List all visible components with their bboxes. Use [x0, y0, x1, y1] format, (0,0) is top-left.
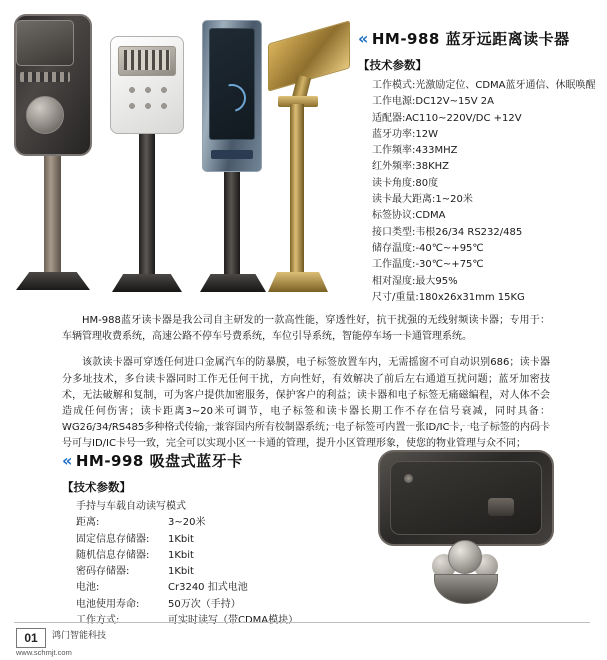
- spec-label: 工作方式:: [76, 615, 120, 627]
- reader-device-dark-screen: [16, 20, 74, 66]
- product-2-param-header: 【技术参数】: [62, 480, 131, 494]
- section-divider: [62, 425, 550, 426]
- spec-label: 电池使用寿命:: [76, 598, 140, 610]
- reader-device-gold-base: [268, 272, 328, 292]
- chevron-left-icon: «: [358, 29, 369, 48]
- spec-row: [76, 532, 362, 548]
- spec-row: 尺寸/重量:180x26x31mm 15KG: [372, 291, 525, 303]
- product-1-photo-group: [6, 10, 354, 295]
- description-paragraph: HM-988蓝牙读卡器是我公司自主研发的一款高性能，穿透性好，抗干扰强的无线射频读卡器；专用于：车辆管理收费系统，高速公路不停车号费系统，车位引导系统，智能停车场一卡通管理系统。: [62, 315, 550, 343]
- product-2-spec-list: [62, 499, 362, 629]
- mount-ball-center: [448, 540, 482, 574]
- spec-row: [76, 548, 362, 564]
- description-paragraph: 该款读卡器可穿透任何进口金属汽车的防暴膜，电子标签放置车内，无需摇窗不可自动识别686；读卡器分多址技术，多台读卡器同时工作无任何干扰，方向性好，有效解决了前后左右通道互扰问题；蓝牙加密技术，无法破解和复制，可为客户提供加密服务，保护客户的利益；读卡器和电子标签无痛磁编程，对人体不会造成任何伤害；读卡距离3~20米可调节，电子标签和读卡器长期工作不存在信号衰减，同时具备：WG26/34/RS485多种格式传输，兼容国内所有校制器系统；电子标签可内置一张ID/IC卡，电子标签的内码卡号可与ID/IC卡号一致，完全可以实现小区一卡通的管理，提升小区管理形象，使您的物业管理与众不同；: [62, 357, 550, 450]
- spec-label: 距离:: [76, 517, 100, 529]
- spec-value: 可实时读写（带CDMA模块）: [168, 615, 299, 627]
- spec-row: 接口类型:韦根26/34 RS232/485: [372, 226, 523, 238]
- product-1-param-header: 【技术参数】: [358, 58, 427, 72]
- footer-brand: 鸿门智能科技: [52, 631, 107, 641]
- product-2-photo: [370, 448, 570, 616]
- spec-value: Cr3240 扣式电池: [168, 582, 248, 594]
- bluetooth-card-face: [390, 461, 542, 535]
- reader-device-white-base: [112, 274, 182, 292]
- reader-device-dark-base: [16, 272, 90, 290]
- spec-label: 电池:: [76, 582, 100, 594]
- product-1-spec-list: [358, 78, 603, 306]
- suction-cup: [434, 574, 498, 604]
- product-1-description: [62, 303, 550, 463]
- spec-row: 工作电源:DC12V~15V 2A: [372, 96, 494, 108]
- chevron-left-icon: «: [62, 451, 73, 470]
- spec-row: 红外频率:38KHZ: [372, 161, 450, 173]
- spec-value: 3~20米: [168, 517, 206, 529]
- product-1-spec-block: [358, 30, 603, 306]
- spec-row-mode: 手持与车载自动读写模式: [76, 501, 186, 512]
- spec-row: 适配器:AC110~220V/DC +12V: [372, 112, 522, 124]
- reader-device-steel-pole: [224, 172, 240, 276]
- spec-row: [76, 597, 362, 613]
- spec-row: 储存温度:-40℃~+95℃: [372, 242, 484, 254]
- spec-value: 1Kbit: [168, 549, 194, 561]
- reader-device-steel-label: [211, 150, 253, 159]
- spec-value: 50万次（手持）: [168, 598, 241, 610]
- spec-row: 蓝牙功率:12W: [372, 128, 438, 140]
- product-2-title: HM-998 吸盘式蓝牙卡: [75, 452, 243, 470]
- reader-device-dark-led-strip: [20, 72, 70, 82]
- spec-label: 随机信息存储器:: [76, 549, 150, 561]
- product-1-section: [0, 0, 607, 303]
- reader-device-dark-knob: [26, 96, 64, 134]
- reader-device-white-pole: [139, 134, 155, 276]
- spec-row: 工作模式:光激励定位、CDMA蓝牙通信、休眠唤醒: [372, 80, 596, 91]
- spec-row: [76, 564, 362, 580]
- status-led-icon: [404, 474, 413, 483]
- spec-label: 固定信息存储器:: [76, 533, 150, 545]
- spec-row: 工作频率:433MHZ: [372, 145, 458, 157]
- product-1-title: HM-988 蓝牙远距离读卡器: [371, 30, 570, 48]
- product-2-section: [62, 452, 362, 629]
- footer-divider: [14, 622, 590, 623]
- bluetooth-card-button: [488, 498, 514, 516]
- product-2-title-row: [62, 452, 362, 470]
- spec-value: 1Kbit: [168, 533, 194, 545]
- reader-device-dark-pole: [44, 156, 61, 274]
- spec-row: 标签协议:CDMA: [372, 210, 446, 222]
- reader-device-white-ir-array: [124, 50, 170, 70]
- spec-row: 相对湿度:最大95%: [372, 275, 458, 287]
- spec-row: 读卡最大距离:1~20米: [372, 194, 473, 206]
- reader-device-steel-base: [200, 274, 266, 292]
- spec-row: [76, 580, 362, 596]
- reader-device-white-speaker-dots: [124, 84, 170, 116]
- product-1-title-row: [358, 30, 603, 48]
- spec-label: 密码存储器:: [76, 566, 130, 578]
- spec-value: 1Kbit: [168, 566, 194, 578]
- page-number: 01: [16, 628, 46, 648]
- reader-device-gold-pole: [290, 104, 304, 274]
- spec-row: 读卡角度:80度: [372, 177, 439, 189]
- spec-row: [76, 515, 362, 531]
- spec-row: 工作温度:-30℃~+75℃: [372, 259, 484, 271]
- footer-url: www.schmjt.com: [16, 648, 72, 657]
